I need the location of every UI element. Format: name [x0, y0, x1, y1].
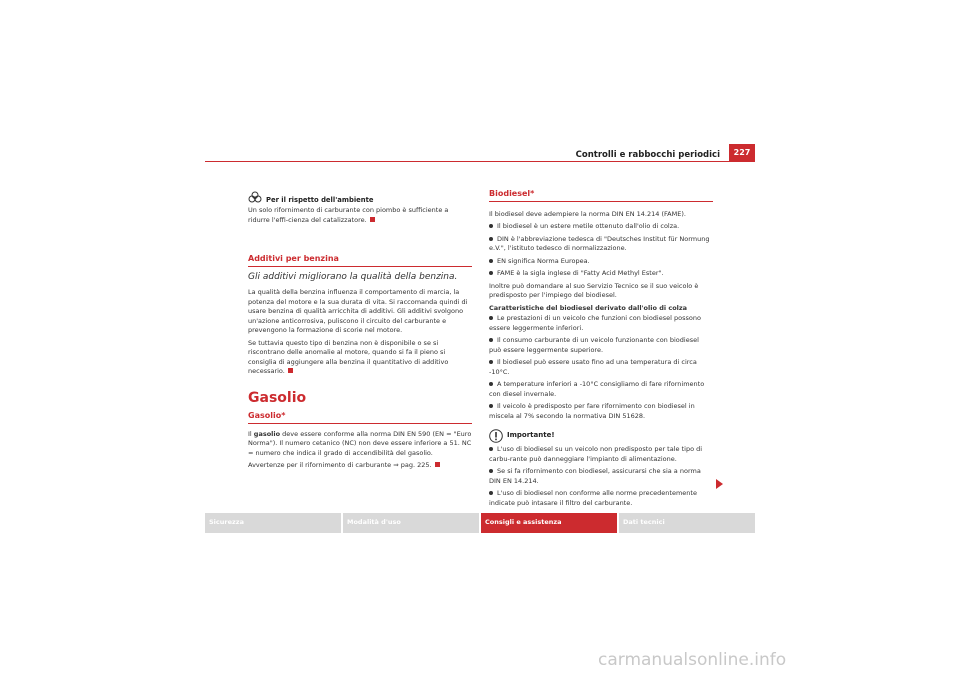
chapter-heading-gasolio: Gasolio [248, 389, 307, 406]
environment-note-text: Un solo rifornimento di carburante con piombo è sufficiente a ridurre l'effi-cienza del catalizzatore. [248, 206, 449, 224]
additivi-paragraph-1: La qualità della benzina influenza il comportamento di marcia, la potenza del motore e la sua durata di vita. Si raccomanda quindi di usare benzina di qualità arricchita di additivi. Gli additivi svolgono un'azione anticorrosiva, puliscono il circuito del carburante e prevengono la formazione di scorie nel motore. [248, 288, 468, 334]
section-heading-additivi: Additivi per benzina [248, 254, 472, 267]
caratteristiche-heading: Caratteristiche del biodiesel derivato dall'olio di colza [489, 303, 688, 312]
footer-nav [205, 513, 755, 533]
footer-tab-dati-tecnici[interactable]: Dati tecnici [619, 513, 755, 533]
running-header-title: Controlli e rabbocchi periodici [575, 150, 720, 160]
list-item: Il veicolo è predisposto per fare rifornimento con biodiesel in miscela al 7% secondo la normativa DIN 51628. [489, 402, 695, 420]
additivi-subtitle: Gli additivi migliorano la qualità della benzina. [248, 271, 458, 282]
biodiesel-list [489, 222, 713, 279]
list-item: EN significa Norma Europea. [489, 257, 713, 267]
important-note-heading [489, 429, 713, 443]
page-number: 227 [729, 144, 755, 161]
section-heading-gasolio: Gasolio* [248, 411, 472, 424]
list-item: Il biodiesel è un estere metile ottenuto dall'olio di colza. [489, 222, 713, 232]
continue-arrow-icon[interactable] [716, 479, 723, 489]
end-marker [288, 368, 293, 373]
list-item: Le prestazioni di un veicolo che funzioni con biodiesel possono essere leggermente inferiori. [489, 314, 701, 332]
biodiesel-intro: Il biodiesel deve adempiere la norma DIN EN 14.214 (FAME). [489, 209, 686, 218]
list-item: A temperature inferiori a -10°C consigliamo di fare rifornimento con diesel invernale. [489, 380, 705, 398]
list-item: L'uso di biodiesel non conforme alle norme precedentemente indicate può intasare il filtro del carburante. [489, 489, 697, 507]
footer-tab-sicurezza[interactable]: Sicurezza [205, 513, 341, 533]
servizio-paragraph: Inoltre può domandare al suo Servizio Tecnico se il suo veicolo è predisposto per l'impiego del biodiesel. [489, 281, 699, 299]
footer-tab-consigli-assistenza[interactable]: Consigli e assistenza [481, 513, 617, 533]
list-item: Il biodiesel può essere usato fino ad una temperatura di circa -10°C. [489, 358, 697, 376]
end-marker [435, 462, 440, 467]
header-rule [205, 161, 755, 162]
important-list [489, 445, 713, 508]
gasolio-paragraph-1: Il gasolio deve essere conforme alla norma DIN EN 590 (EN = "Euro Norma"). Il numero cetanico (NC) non deve essere inferiore a 51. NC = numero che indica il grado di accendibilità del gasolio. [248, 429, 472, 457]
exclamation-warning-icon [489, 429, 503, 443]
list-item: FAME è la sigla inglese di "Fatty Acid Methyl Ester". [489, 269, 713, 279]
leaf-icon [248, 191, 262, 205]
right-column [489, 189, 713, 511]
end-marker [370, 217, 375, 222]
environment-note-title: Per il rispetto dell'ambiente [266, 195, 374, 204]
additivi-paragraph-2: Se tuttavia questo tipo di benzina non è disponibile o se si riscontrano delle anomalie al motore, quando si fa il pieno si consiglia di aggiungere alla benzina il quantitativo di additivo necessario. [248, 338, 449, 375]
list-item: Il consumo carburante di un veicolo funzionante con biodiesel può essere leggermente superiore. [489, 336, 699, 354]
list-item: Se si fa rifornimento con biodiesel, assicurarsi che sia a norma DIN EN 14.214. [489, 467, 701, 485]
important-note-title: Importante! [507, 431, 555, 440]
list-item: L'uso di biodiesel su un veicolo non predisposto per tale tipo di carbu-rante può danneggiare l'impianto di alimentazione. [489, 445, 703, 463]
left-column [248, 191, 472, 474]
gasolio-paragraph-2: Avvertenze per il rifornimento di carburante ⇒ pag. 225. [248, 461, 472, 471]
list-item: DIN è l'abbreviazione tedesca di "Deutsches Institut für Normung e.V.", l'istituto tedesco di normalizzazione. [489, 234, 710, 252]
section-heading-biodiesel: Biodiesel* [489, 189, 713, 202]
watermark: carmanualsonline.info [598, 650, 787, 670]
footer-tab-modalita-uso[interactable]: Modalità d'uso [343, 513, 479, 533]
caratteristiche-list [489, 314, 713, 421]
environment-note-heading [248, 191, 472, 205]
